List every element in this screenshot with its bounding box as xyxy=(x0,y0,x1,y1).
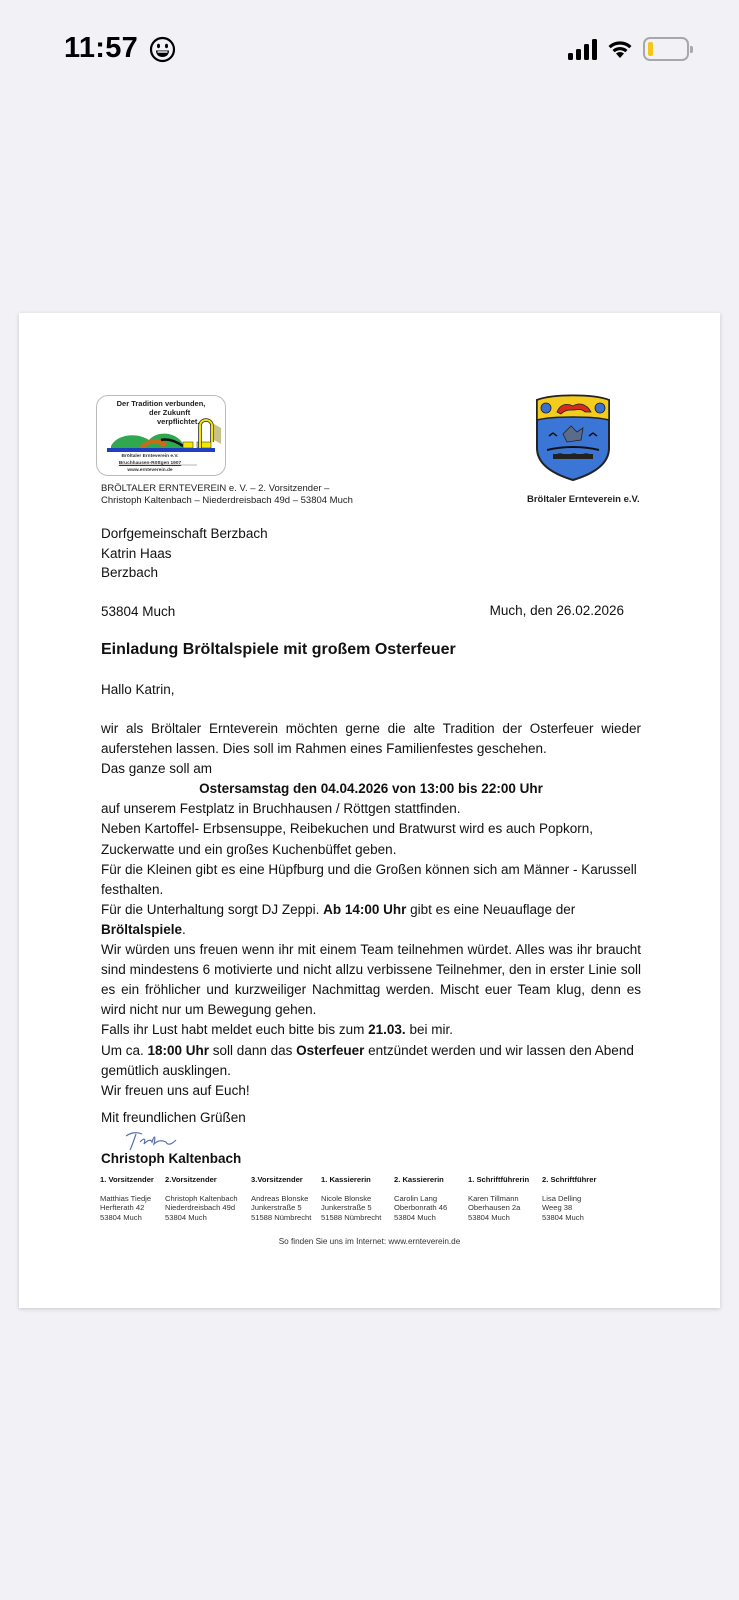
body-paragraph: Falls ihr Lust habt meldet euch bitte bis zum 21.03. bei mir. xyxy=(101,1022,453,1038)
logo-place-founded: Bruchhausen-Röttgen 1907 xyxy=(118,461,182,466)
board-member: 1. Kassiererin Nicole Blonske Junkerstraße 5 51588 Nümbrecht xyxy=(321,1175,382,1222)
coat-of-arms-icon xyxy=(533,390,613,482)
letter-greeting: Hallo Katrin, xyxy=(101,682,175,697)
body-paragraph: wir als Bröltaler Ernteverein möchten gerne die alte Tradition der Osterfeuer wieder auferstehen lassen. Dies soll im Rahmen eines Familienfestes geschehen. xyxy=(101,721,641,757)
board-member: 3.Vorsitzender Andreas Blonske Junkerstraße 5 51588 Nümbrecht xyxy=(251,1175,312,1222)
letter-date: Much, den 26.02.2026 xyxy=(489,603,624,618)
board-member: 1. Schriftführerin Karen Tillmann Oberhausen 2a 53804 Much xyxy=(468,1175,530,1222)
letter-subject: Einladung Bröltalspiele mit großem Osterfeuer xyxy=(101,641,456,658)
body-paragraph: Das ganze soll am xyxy=(101,761,213,777)
board-member: 2. Kassiererin Carolin Lang Oberbonrath 46 53804 Much xyxy=(394,1175,448,1222)
footer-website-line: So finden Sie uns im Internet: www.ernteverein.de xyxy=(278,1237,461,1246)
logo-motto-line2: der Zukunft xyxy=(149,408,191,417)
body-paragraph: Für die Kleinen gibt es eine Hüpfburg und die Großen können sich am Männer - Karussell festhalten. xyxy=(101,861,637,897)
cellular-signal-icon xyxy=(568,38,597,60)
body-paragraph: Für die Unterhaltung sorgt DJ Zeppi. Ab 14:00 Uhr gibt es eine Neuauflage der Bröltalspiele. xyxy=(101,901,576,937)
signer-name: Christoph Kaltenbach xyxy=(101,1151,242,1166)
games-start-time: Ab 14:00 Uhr xyxy=(323,901,407,917)
document-page xyxy=(19,313,720,1308)
sender-line-1: BRÖLTALER ERNTEVEREIN e. V. – 2. Vorsitzender – xyxy=(101,483,330,494)
sender-line-2: Christoph Kaltenbach – Niederdreisbach 49d – 53804 Much xyxy=(101,494,353,506)
status-indicators xyxy=(568,36,689,62)
club-logo xyxy=(96,395,226,476)
wifi-icon xyxy=(607,38,633,60)
recipient-postcode-city: 53804 Much xyxy=(101,603,176,619)
handwritten-signature xyxy=(122,1128,184,1152)
body-paragraph: auf unserem Festplatz in Bruchhausen / Röttgen stattfinden. xyxy=(101,801,461,817)
smiley-face-icon xyxy=(149,36,176,63)
board-member: 1. Vorsitzender Matthias Tiedje Herfterath 42 53804 Much xyxy=(100,1175,154,1222)
sender-address-line xyxy=(101,483,353,506)
body-paragraph: Wir würden uns freuen wenn ihr mit einem Team teilnehmen würdet. Alles was ihr braucht sind mindestens 6 motivierte und nicht allzu verbissene Teilnehmer, den in erster Linie soll es ein fröhlicher und kurzweiliger Nachmittag werden. Mischt euer Team klug, denn es wird nicht nur um Bewegung gehen. xyxy=(101,942,641,1018)
logo-club-name: Bröltaler Ernteverein e.V. xyxy=(121,454,179,459)
event-date-highlight: Ostersamstag den 04.04.2026 von 13:00 bis 22:00 Uhr xyxy=(199,781,543,797)
battery-level-fill xyxy=(648,42,653,56)
logo-motto-line1: Der Tradition verbunden, xyxy=(116,399,206,408)
body-paragraph: Um ca. 18:00 Uhr soll dann das Osterfeuer entzündet werden und wir lassen den Abend gemütlich ausklingen. xyxy=(101,1042,634,1078)
status-time: 11:57 xyxy=(64,32,139,64)
logo-motto-line3: verpflichtet. xyxy=(157,417,200,426)
easter-fire: Osterfeuer xyxy=(296,1042,365,1058)
body-paragraph: Wir freuen uns auf Euch! xyxy=(101,1082,250,1098)
board-member: 2. Schriftführer Lisa Delling Weeg 38 53804 Much xyxy=(542,1175,597,1222)
fire-start-time: 18:00 Uhr xyxy=(147,1042,210,1058)
letter-closing: Mit freundlichen Grüßen xyxy=(101,1110,246,1125)
board-member: 2.Vorsitzender Christoph Kaltenbach Niederdreisbach 49d 53804 Much xyxy=(165,1175,238,1222)
battery-low-icon xyxy=(643,37,689,61)
recipient-organisation: Dorfgemeinschaft Berzbach xyxy=(101,526,268,541)
games-name: Bröltalspiele xyxy=(101,921,183,937)
registration-deadline: 21.03. xyxy=(368,1022,406,1038)
recipient-town: Berzbach xyxy=(101,565,159,580)
crest-caption: Bröltaler Ernteverein e.V. xyxy=(527,494,640,505)
status-bar xyxy=(0,0,739,100)
recipient-address xyxy=(101,524,268,621)
letter-body xyxy=(101,719,641,1101)
logo-website: www.ernteverein.de xyxy=(127,468,173,473)
body-paragraph: Neben Kartoffel- Erbsensuppe, Reibekuchen und Bratwurst wird es auch Popkorn, Zuckerwatte und ein großes Kuchenbüffet geben. xyxy=(101,821,594,857)
recipient-name: Katrin Haas xyxy=(101,545,172,561)
